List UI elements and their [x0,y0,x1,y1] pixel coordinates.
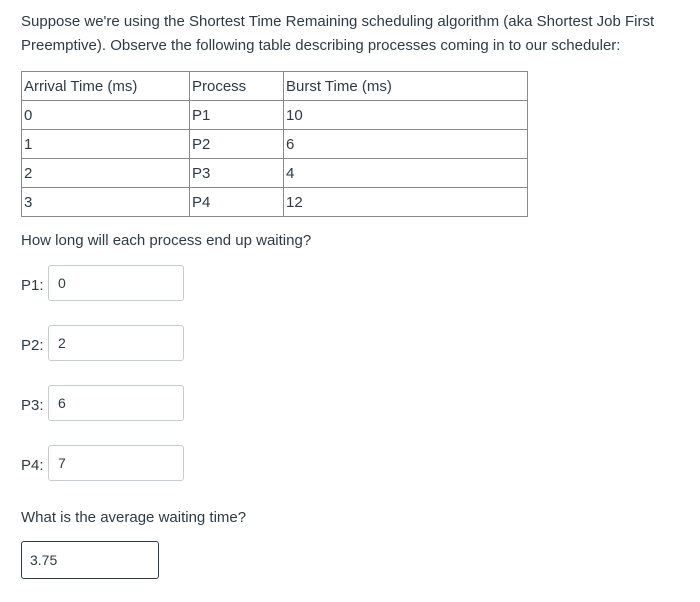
p4-label: P4: [21,457,44,474]
column-header-arrival: Arrival Time (ms) [22,72,190,101]
arrival-cell: 1 [22,130,190,159]
p3-label: P3: [21,397,44,414]
process-cell: P1 [190,101,284,130]
process-cell: P3 [190,159,284,188]
column-header-process: Process [190,72,284,101]
p2-label: P2: [21,337,44,354]
burst-cell: 12 [284,188,528,217]
burst-cell: 6 [284,130,528,159]
table-header-row [22,72,528,101]
p1-label: P1: [21,277,44,294]
p1-wait-input[interactable] [48,265,184,301]
table-row [22,130,528,159]
problem-statement: Suppose we're using the Shortest Time Remaining scheduling algorithm (aka Shortest Job First Preemptive). Observe the following table describing processes coming in to our scheduler: [21,13,655,54]
p2-wait-input[interactable] [48,325,184,361]
burst-cell: 4 [284,159,528,188]
average-waiting-question: What is the average waiting time? [21,509,247,526]
arrival-cell: 2 [22,159,190,188]
p4-wait-input[interactable] [48,445,184,481]
table-row [22,101,528,130]
average-wait-input[interactable] [21,541,159,579]
process-table [21,71,528,217]
process-cell: P4 [190,188,284,217]
p3-wait-input[interactable] [48,385,184,421]
waiting-time-question: How long will each process end up waiting? [21,232,312,249]
process-cell: P2 [190,130,284,159]
arrival-cell: 0 [22,101,190,130]
burst-cell: 10 [284,101,528,130]
arrival-cell: 3 [22,188,190,217]
table-row [22,159,528,188]
column-header-burst: Burst Time (ms) [284,72,528,101]
table-row [22,188,528,217]
